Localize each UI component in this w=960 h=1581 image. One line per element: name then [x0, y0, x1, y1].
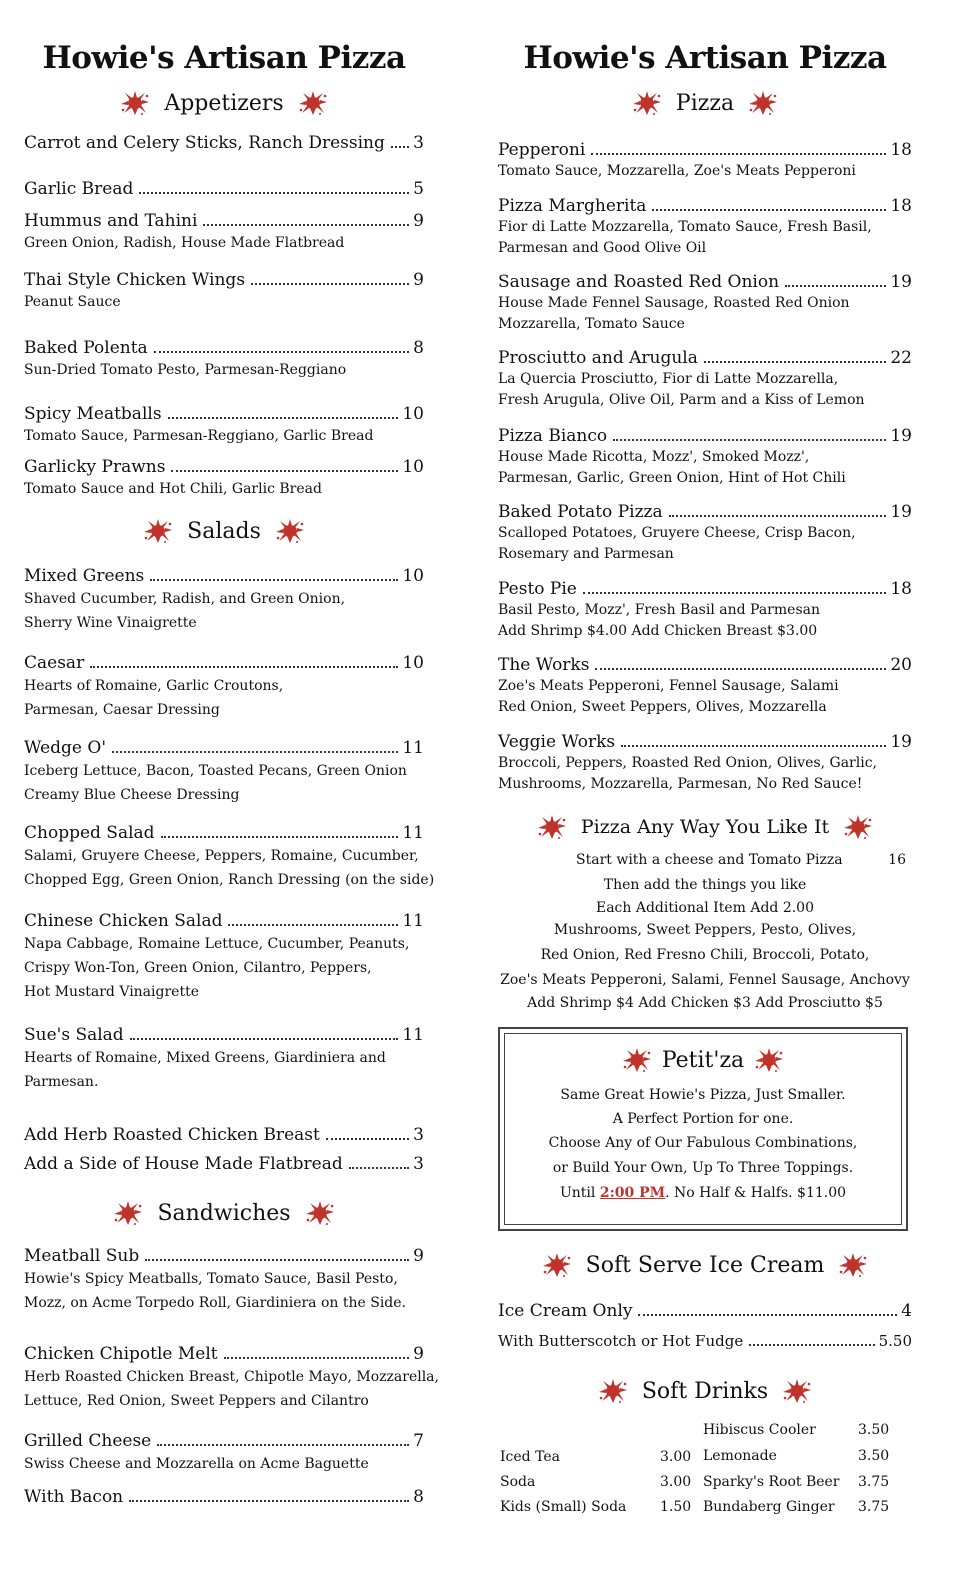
dot-leader	[613, 439, 886, 441]
menu-item-line	[498, 139, 912, 161]
menu-item-line	[498, 347, 912, 369]
item-price: 10	[402, 404, 424, 424]
dot-leader	[224, 1357, 410, 1359]
item-description: Salami, Gruyere Cheese, Peppers, Romaine, Cucumber,	[24, 848, 419, 864]
menu-item-line	[498, 731, 912, 753]
item-name: Wedge O'	[24, 738, 106, 758]
drinks-heading	[498, 1378, 912, 1404]
splat-icon	[120, 90, 150, 116]
splat-icon	[843, 814, 873, 840]
menu-item	[498, 425, 912, 489]
section-title: Soft Drinks	[641, 1378, 769, 1404]
dot-leader	[785, 285, 886, 287]
splat-icon	[298, 90, 328, 116]
menu-item	[498, 501, 912, 565]
drink-name: Bundaberg Ginger	[703, 1499, 835, 1515]
item-description: Rosemary and Parmesan	[498, 546, 674, 562]
menu-item	[498, 578, 912, 642]
splat-icon	[782, 1378, 812, 1404]
item-name: Thai Style Chicken Wings	[24, 270, 246, 290]
menu-item-line	[24, 737, 424, 759]
item-description: Red Onion, Sweet Peppers, Olives, Mozzarella	[498, 699, 827, 715]
item-price: 19	[890, 426, 912, 446]
item-description: Chopped Egg, Green Onion, Ranch Dressing (on the side)	[24, 872, 435, 888]
menu-item-line	[498, 1330, 912, 1352]
menu-item	[498, 1300, 912, 1322]
menu-item-line	[24, 178, 424, 200]
dot-leader	[203, 224, 409, 226]
item-price: 3	[413, 1154, 424, 1174]
dot-leader	[251, 283, 409, 285]
item-description: Broccoli, Peppers, Roasted Red Onion, Olives, Garlic,	[498, 755, 877, 771]
item-name: With Bacon	[24, 1487, 124, 1507]
item-price: 11	[402, 738, 424, 758]
menu-item	[498, 195, 912, 259]
menu-item	[24, 652, 424, 722]
byo-heading	[498, 814, 912, 840]
item-name: Hummus and Tahini	[24, 211, 198, 231]
item-price: 3	[413, 133, 424, 153]
dot-leader	[228, 924, 398, 926]
item-price: 7	[413, 1431, 424, 1451]
item-description: La Quercia Prosciutto, Fior di Latte Mozzarella,	[498, 371, 839, 387]
dot-leader	[704, 361, 887, 363]
dot-leader	[326, 1138, 409, 1140]
splat-icon	[754, 1047, 784, 1073]
item-name: Baked Potato Pizza	[498, 502, 663, 522]
item-name: Sue's Salad	[24, 1025, 124, 1045]
item-description: Sherry Wine Vinaigrette	[24, 615, 197, 631]
item-description: Add Shrimp $4.00 Add Chicken Breast $3.00	[498, 623, 818, 639]
menu-item	[24, 403, 424, 447]
item-description: Hot Mustard Vinaigrette	[24, 984, 199, 1000]
splat-icon	[632, 90, 662, 116]
dot-leader	[129, 1500, 409, 1502]
petitza-until-time: 2:00 PM	[599, 1185, 666, 1201]
menu-item	[24, 1153, 424, 1175]
menu-item-line	[24, 403, 424, 425]
item-price: 9	[413, 211, 424, 231]
item-price: 8	[413, 338, 424, 358]
menu-item	[24, 456, 424, 500]
dot-leader	[130, 1038, 399, 1040]
menu-item	[24, 1343, 439, 1413]
item-name: Baked Polenta	[24, 338, 148, 358]
drink-name: Soda	[500, 1474, 536, 1490]
item-description: Creamy Blue Cheese Dressing	[24, 787, 240, 803]
dot-leader	[139, 192, 409, 194]
dot-leader	[621, 745, 886, 747]
petitza-line: Choose Any of Our Fabulous Combinations,	[548, 1135, 858, 1151]
splat-icon	[143, 518, 173, 544]
item-price: 19	[890, 272, 912, 292]
item-description: Mozzarella, Tomato Sauce	[498, 316, 685, 332]
item-name: Mixed Greens	[24, 566, 145, 586]
menu-item	[24, 1024, 424, 1094]
section-title: Sandwiches	[157, 1200, 291, 1226]
splat-icon	[305, 1200, 335, 1226]
item-description: Mozz, on Acme Torpedo Roll, Giardiniera on the Side.	[24, 1295, 407, 1311]
section-title: Appetizers	[164, 90, 284, 116]
menu-item-line	[24, 1124, 424, 1146]
item-name: With Butterscotch or Hot Fudge	[498, 1332, 744, 1350]
petitza-until-pre: Until	[559, 1185, 600, 1201]
dot-leader	[150, 579, 398, 581]
section-title: Pizza Any Way You Like It	[580, 816, 830, 838]
menu-item	[24, 1245, 424, 1315]
dot-leader	[168, 417, 399, 419]
drink-price: 3.50	[858, 1422, 890, 1438]
item-price: 11	[402, 911, 424, 931]
item-name: Garlicky Prawns	[24, 457, 166, 477]
item-name: Chicken Chipotle Melt	[24, 1344, 218, 1364]
sandwiches-heading	[24, 1200, 424, 1226]
item-description: Tomato Sauce, Parmesan-Reggiano, Garlic Bread	[24, 428, 374, 444]
section-title: Salads	[187, 518, 261, 544]
item-description: Peanut Sauce	[24, 294, 121, 310]
petitza-until-line	[500, 1181, 906, 1205]
item-name: Add Herb Roasted Chicken Breast	[24, 1125, 320, 1145]
item-description: Scalloped Potatoes, Gruyere Cheese, Crisp Bacon,	[498, 525, 856, 541]
menu-item	[24, 178, 424, 200]
dot-leader	[591, 153, 886, 155]
menu-item-line	[24, 1153, 424, 1175]
item-description: Swiss Cheese and Mozzarella on Acme Baguette	[24, 1456, 369, 1472]
item-price: 18	[890, 579, 912, 599]
item-description: Tomato Sauce, Mozzarella, Zoe's Meats Pepperoni	[498, 163, 856, 179]
menu-item	[24, 337, 424, 381]
menu-item	[24, 822, 435, 892]
item-name: Caesar	[24, 653, 85, 673]
item-price: 4	[901, 1301, 912, 1321]
byo-line: Zoe's Meats Pepperoni, Salami, Fennel Sausage, Anchovy	[500, 972, 910, 988]
item-name: Chinese Chicken Salad	[24, 911, 223, 931]
splat-icon	[542, 1252, 572, 1278]
dot-leader	[583, 592, 886, 594]
drink-name: Iced Tea	[500, 1449, 560, 1465]
menu-item-line	[24, 1343, 424, 1365]
item-price: 9	[413, 1246, 424, 1266]
page-title: Howie's Artisan Pizza	[42, 40, 406, 76]
menu-item-line	[24, 337, 424, 359]
dot-leader	[154, 351, 409, 353]
item-description: Parmesan.	[24, 1074, 99, 1090]
item-name: Carrot and Celery Sticks, Ranch Dressing	[24, 133, 385, 153]
petitza-line: or Build Your Own, Up To Three Toppings.	[552, 1160, 854, 1176]
item-description: Fresh Arugula, Olive Oil, Parm and a Kiss of Lemon	[498, 392, 865, 408]
salads-heading	[24, 518, 424, 544]
dot-leader	[652, 209, 886, 211]
item-name: Meatball Sub	[24, 1246, 140, 1266]
item-name: Add a Side of House Made Flatbread	[24, 1154, 343, 1174]
item-name: Grilled Cheese	[24, 1431, 152, 1451]
item-price: 11	[402, 823, 424, 843]
section-title: Pizza	[675, 90, 735, 116]
byo-line: Each Additional Item Add 2.00	[595, 900, 815, 916]
item-description: Fior di Latte Mozzarella, Tomato Sauce, Fresh Basil,	[498, 219, 872, 235]
item-description: Mushrooms, Mozzarella, Parmesan, No Red Sauce!	[498, 776, 863, 792]
drink-price: 3.00	[660, 1449, 692, 1465]
splat-icon	[748, 90, 778, 116]
item-price: 5	[413, 179, 424, 199]
item-price: 9	[413, 270, 424, 290]
menu-item-line	[24, 565, 424, 587]
drink-price: 3.00	[660, 1474, 692, 1490]
splat-icon	[598, 1378, 628, 1404]
menu-item	[24, 269, 424, 313]
item-description: Lettuce, Red Onion, Sweet Peppers and Cilantro	[24, 1393, 369, 1409]
item-description: Basil Pesto, Mozz', Fresh Basil and Parmesan	[498, 602, 820, 618]
item-price: 19	[890, 502, 912, 522]
section-title: Soft Serve Ice Cream	[585, 1252, 825, 1278]
item-name: Chopped Salad	[24, 823, 155, 843]
item-description: Hearts of Romaine, Mixed Greens, Giardiniera and	[24, 1050, 386, 1066]
section-title: Petit'za	[661, 1047, 745, 1073]
menu-item	[24, 1430, 424, 1476]
menu-item-line	[498, 501, 912, 523]
item-description: House Made Fennel Sausage, Roasted Red Onion	[498, 295, 850, 311]
dot-leader	[157, 1444, 409, 1446]
byo-line: Add Shrimp $4 Add Chicken $3 Add Prosciutto $5	[527, 995, 883, 1011]
dot-leader	[349, 1167, 409, 1169]
drink-name: Lemonade	[703, 1448, 777, 1464]
drink-price: 3.75	[858, 1499, 890, 1515]
item-name: Garlic Bread	[24, 179, 134, 199]
menu-item-line	[24, 910, 424, 932]
menu-item-line	[24, 822, 424, 844]
item-description: Tomato Sauce and Hot Chili, Garlic Bread	[24, 481, 322, 497]
dot-leader	[161, 836, 399, 838]
menu-item	[24, 1124, 424, 1146]
menu-item	[498, 271, 912, 335]
dot-leader	[171, 470, 398, 472]
item-price: 19	[890, 732, 912, 752]
menu-item-line	[498, 1300, 912, 1322]
menu-item-line	[24, 652, 424, 674]
menu-item-line	[498, 578, 912, 600]
item-description: Iceberg Lettuce, Bacon, Toasted Pecans, Green Onion	[24, 763, 407, 779]
item-price: 10	[402, 457, 424, 477]
item-price: 8	[413, 1487, 424, 1507]
item-description: Parmesan and Good Olive Oil	[498, 240, 707, 256]
menu-item-line	[24, 210, 424, 232]
appetizers-heading	[24, 90, 424, 116]
menu-item	[498, 731, 912, 795]
menu-item	[24, 210, 424, 254]
byo-line: Mushrooms, Sweet Peppers, Pesto, Olives,	[553, 922, 857, 938]
item-description: Green Onion, Radish, House Made Flatbread	[24, 235, 345, 251]
menu-item-line	[24, 132, 424, 154]
item-description: Sun-Dried Tomato Pesto, Parmesan-Reggiano	[24, 362, 347, 378]
drink-price: 3.75	[858, 1474, 890, 1490]
splat-icon	[113, 1200, 143, 1226]
menu-item	[24, 132, 424, 154]
item-description: Shaved Cucumber, Radish, and Green Onion,	[24, 591, 346, 607]
item-name: Ice Cream Only	[498, 1301, 633, 1321]
byo-line: Then add the things you like	[603, 877, 807, 893]
menu-item	[498, 654, 912, 718]
menu-item	[24, 565, 424, 635]
item-name: Veggie Works	[498, 732, 616, 752]
pizza-heading	[498, 90, 912, 116]
splat-icon	[537, 814, 567, 840]
petitza-until-post: . No Half & Halfs. $11.00	[665, 1185, 847, 1201]
ice-cream-heading	[498, 1252, 912, 1278]
menu-item-line	[24, 456, 424, 478]
petitza-line: Same Great Howie's Pizza, Just Smaller.	[560, 1087, 846, 1103]
item-name: Pizza Bianco	[498, 426, 608, 446]
item-name: Pizza Margherita	[498, 196, 647, 216]
page-title: Howie's Artisan Pizza	[523, 40, 887, 76]
splat-icon	[275, 518, 305, 544]
byo-base-text: Start with a cheese and Tomato Pizza	[576, 852, 843, 868]
menu-item-line	[24, 269, 424, 291]
drink-price: 3.50	[858, 1448, 890, 1464]
menu-item	[498, 139, 912, 182]
dot-leader	[669, 515, 887, 517]
menu-item	[24, 910, 424, 1004]
item-name: Pepperoni	[498, 140, 586, 160]
dot-leader	[749, 1344, 874, 1346]
item-price: 9	[413, 1344, 424, 1364]
item-description: Zoe's Meats Pepperoni, Fennel Sausage, Salami	[498, 678, 839, 694]
menu-item-line	[498, 271, 912, 293]
drink-name: Sparky's Root Beer	[703, 1474, 840, 1490]
dot-leader	[145, 1259, 409, 1261]
item-description: Parmesan, Garlic, Green Onion, Hint of Hot Chili	[498, 470, 846, 486]
petitza-heading	[500, 1047, 906, 1073]
item-description: Napa Cabbage, Romaine Lettuce, Cucumber, Peanuts,	[24, 936, 410, 952]
menu-item-line	[24, 1430, 424, 1452]
menu-item-line	[24, 1024, 424, 1046]
item-description: Hearts of Romaine, Garlic Croutons,	[24, 678, 284, 694]
splat-icon	[838, 1252, 868, 1278]
item-price: 5.50	[878, 1332, 912, 1350]
drink-name: Hibiscus Cooler	[703, 1422, 816, 1438]
item-price: 10	[402, 653, 424, 673]
item-description: Parmesan, Caesar Dressing	[24, 702, 220, 718]
item-name: Pesto Pie	[498, 579, 577, 599]
petitza-box	[498, 1027, 908, 1231]
item-description: Herb Roasted Chicken Breast, Chipotle Mayo, Mozzarella,	[24, 1369, 439, 1385]
item-price: 22	[890, 348, 912, 368]
item-description: House Made Ricotta, Mozz', Smoked Mozz',	[498, 449, 810, 465]
item-price: 11	[402, 1025, 424, 1045]
menu-item-line	[24, 1486, 424, 1508]
menu-item	[24, 1486, 424, 1508]
menu-item	[498, 347, 912, 411]
item-name: Sausage and Roasted Red Onion	[498, 272, 780, 292]
menu-item	[24, 737, 424, 807]
item-name: The Works	[498, 655, 590, 675]
menu-item-line	[498, 195, 912, 217]
menu-item-line	[24, 1245, 424, 1267]
splat-icon	[622, 1047, 652, 1073]
drink-price: 1.50	[660, 1499, 692, 1515]
item-price: 18	[890, 196, 912, 216]
drink-name: Kids (Small) Soda	[500, 1499, 627, 1515]
item-price: 3	[413, 1125, 424, 1145]
petitza-line: A Perfect Portion for one.	[612, 1111, 794, 1127]
byo-base-line	[576, 849, 912, 871]
dot-leader	[595, 668, 886, 670]
byo-base-price: 16	[888, 852, 906, 868]
item-description: Crispy Won-Ton, Green Onion, Cilantro, Peppers,	[24, 960, 372, 976]
menu-item-line	[498, 654, 912, 676]
dot-leader	[638, 1314, 897, 1316]
item-price: 18	[890, 140, 912, 160]
item-name: Prosciutto and Arugula	[498, 348, 698, 368]
menu-item	[498, 1330, 912, 1352]
dot-leader	[391, 146, 409, 148]
dot-leader	[112, 751, 398, 753]
byo-line: Red Onion, Red Fresno Chili, Broccoli, Potato,	[540, 947, 870, 963]
item-price: 10	[402, 566, 424, 586]
item-name: Spicy Meatballs	[24, 404, 162, 424]
menu-item-line	[498, 425, 912, 447]
dot-leader	[90, 666, 398, 668]
item-description: Howie's Spicy Meatballs, Tomato Sauce, Basil Pesto,	[24, 1271, 398, 1287]
item-price: 20	[890, 655, 912, 675]
